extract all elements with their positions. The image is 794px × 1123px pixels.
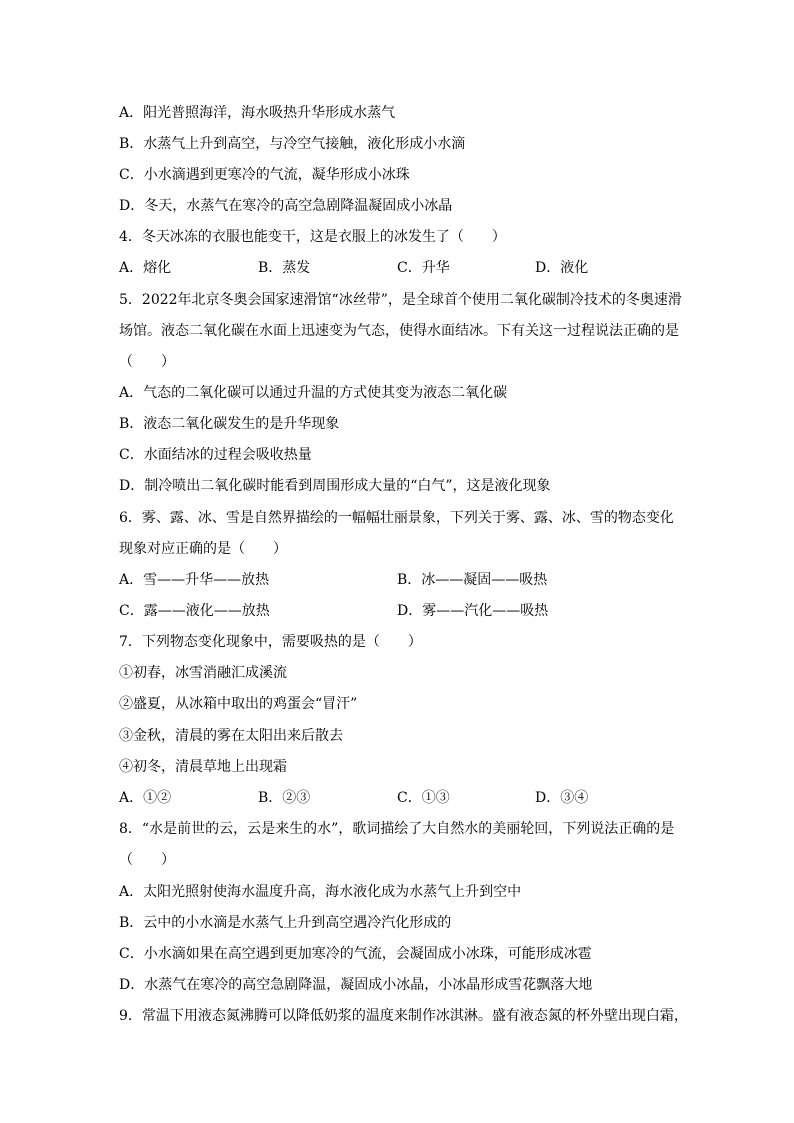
- q7-stem: 7．下列物态变化现象中，需要吸热的是（ ）: [119, 634, 422, 650]
- q5-stem-line-3: （ ）: [119, 354, 175, 370]
- q5-option-d: D．制冷喷出二氧化碳时能看到周围形成大量的“白气”，这是液化现象: [119, 478, 551, 494]
- q3-option-c: C．小水滴遇到更寒冷的气流，凝华形成小冰珠: [119, 167, 410, 183]
- q7-option-c: C．①③: [397, 790, 450, 806]
- q8-stem-line-1: 8．“水是前世的云，云是来生的水”，歌词描绘了大自然水的美丽轮回，下列说法正确的是: [119, 821, 675, 837]
- q3-option-b: B．水蒸气上升到高空，与冷空气接触，液化形成小水滴: [119, 136, 466, 152]
- q7-item-1: ①初春，冰雪消融汇成溪流: [119, 665, 287, 681]
- q4-option-d: D．液化: [535, 260, 589, 276]
- q3-option-d: D．冬天，水蒸气在寒冷的高空急剧降温凝固成小冰晶: [119, 198, 453, 214]
- q4-option-b: B．蒸发: [258, 260, 311, 276]
- q9-stem-line-1: 9．常温下用液态氮沸腾可以降低奶浆的温度来制作冰淇淋。盛有液态氮的杯外壁出现白霜，: [119, 1008, 688, 1024]
- q5-stem-line-1: 5．2022年北京冬奥会国家速滑馆“冰丝带”，是全球首个使用二氧化碳制冷技术的冬奥速滑: [119, 292, 682, 308]
- q4-option-a: A．熔化: [119, 260, 172, 276]
- q5-option-c: C．水面结冰的过程会吸收热量: [119, 447, 312, 463]
- q7-option-a: A．①②: [119, 790, 172, 806]
- q7-item-4: ④初冬，清晨草地上出现霜: [119, 759, 287, 775]
- q5-option-a: A．气态的二氧化碳可以通过升温的方式使其变为液态二氧化碳: [119, 385, 508, 401]
- q3-option-a: A．阳光普照海洋，海水吸热升华形成水蒸气: [119, 105, 396, 121]
- q6-option-b: B．冰——凝固——吸热: [397, 572, 548, 588]
- q6-option-a: A．雪——升华——放热: [119, 572, 270, 588]
- q8-stem-line-2: （ ）: [119, 852, 175, 868]
- q7-item-2: ②盛夏，从冰箱中取出的鸡蛋会“冒汗”: [119, 696, 358, 712]
- q8-option-d: D．水蒸气在寒冷的高空急剧降温，凝固成小冰晶，小冰晶形成雪花飘落大地: [119, 977, 593, 993]
- q8-option-a: A．太阳光照射使海水温度升高，海水液化成为水蒸气上升到空中: [119, 884, 522, 900]
- q4-stem: 4．冬天冰冻的衣服也能变干，这是衣服上的冰发生了（ ）: [119, 229, 506, 245]
- q6-stem-line-1: 6．雾、露、冰、雪是自然界描绘的一幅幅壮丽景象，下列关于雾、露、冰、雪的物态变化: [119, 510, 674, 526]
- q7-option-d: D．③④: [535, 790, 589, 806]
- q5-option-b: B．液态二氧化碳发生的是升华现象: [119, 416, 340, 432]
- q6-option-c: C．露——液化——放热: [119, 603, 270, 619]
- q8-option-c: C．小水滴如果在高空遇到更加寒冷的气流，会凝固成小冰珠，可能形成冰雹: [119, 946, 592, 962]
- q7-item-3: ③金秋，清晨的雾在太阳出来后散去: [119, 728, 343, 744]
- q4-option-c: C．升华: [397, 260, 450, 276]
- q6-stem-line-2: 现象对应正确的是（ ）: [119, 541, 287, 557]
- q7-option-b: B．②③: [258, 790, 311, 806]
- q8-option-b: B．云中的小水滴是水蒸气上升到高空遇冷汽化形成的: [119, 915, 452, 931]
- q6-option-d: D．雾——汽化——吸热: [397, 603, 549, 619]
- q5-stem-line-2: 场馆。液态二氧化碳在水面上迅速变为气态，使得水面结冰。下有关这一过程说法正确的是: [119, 323, 679, 339]
